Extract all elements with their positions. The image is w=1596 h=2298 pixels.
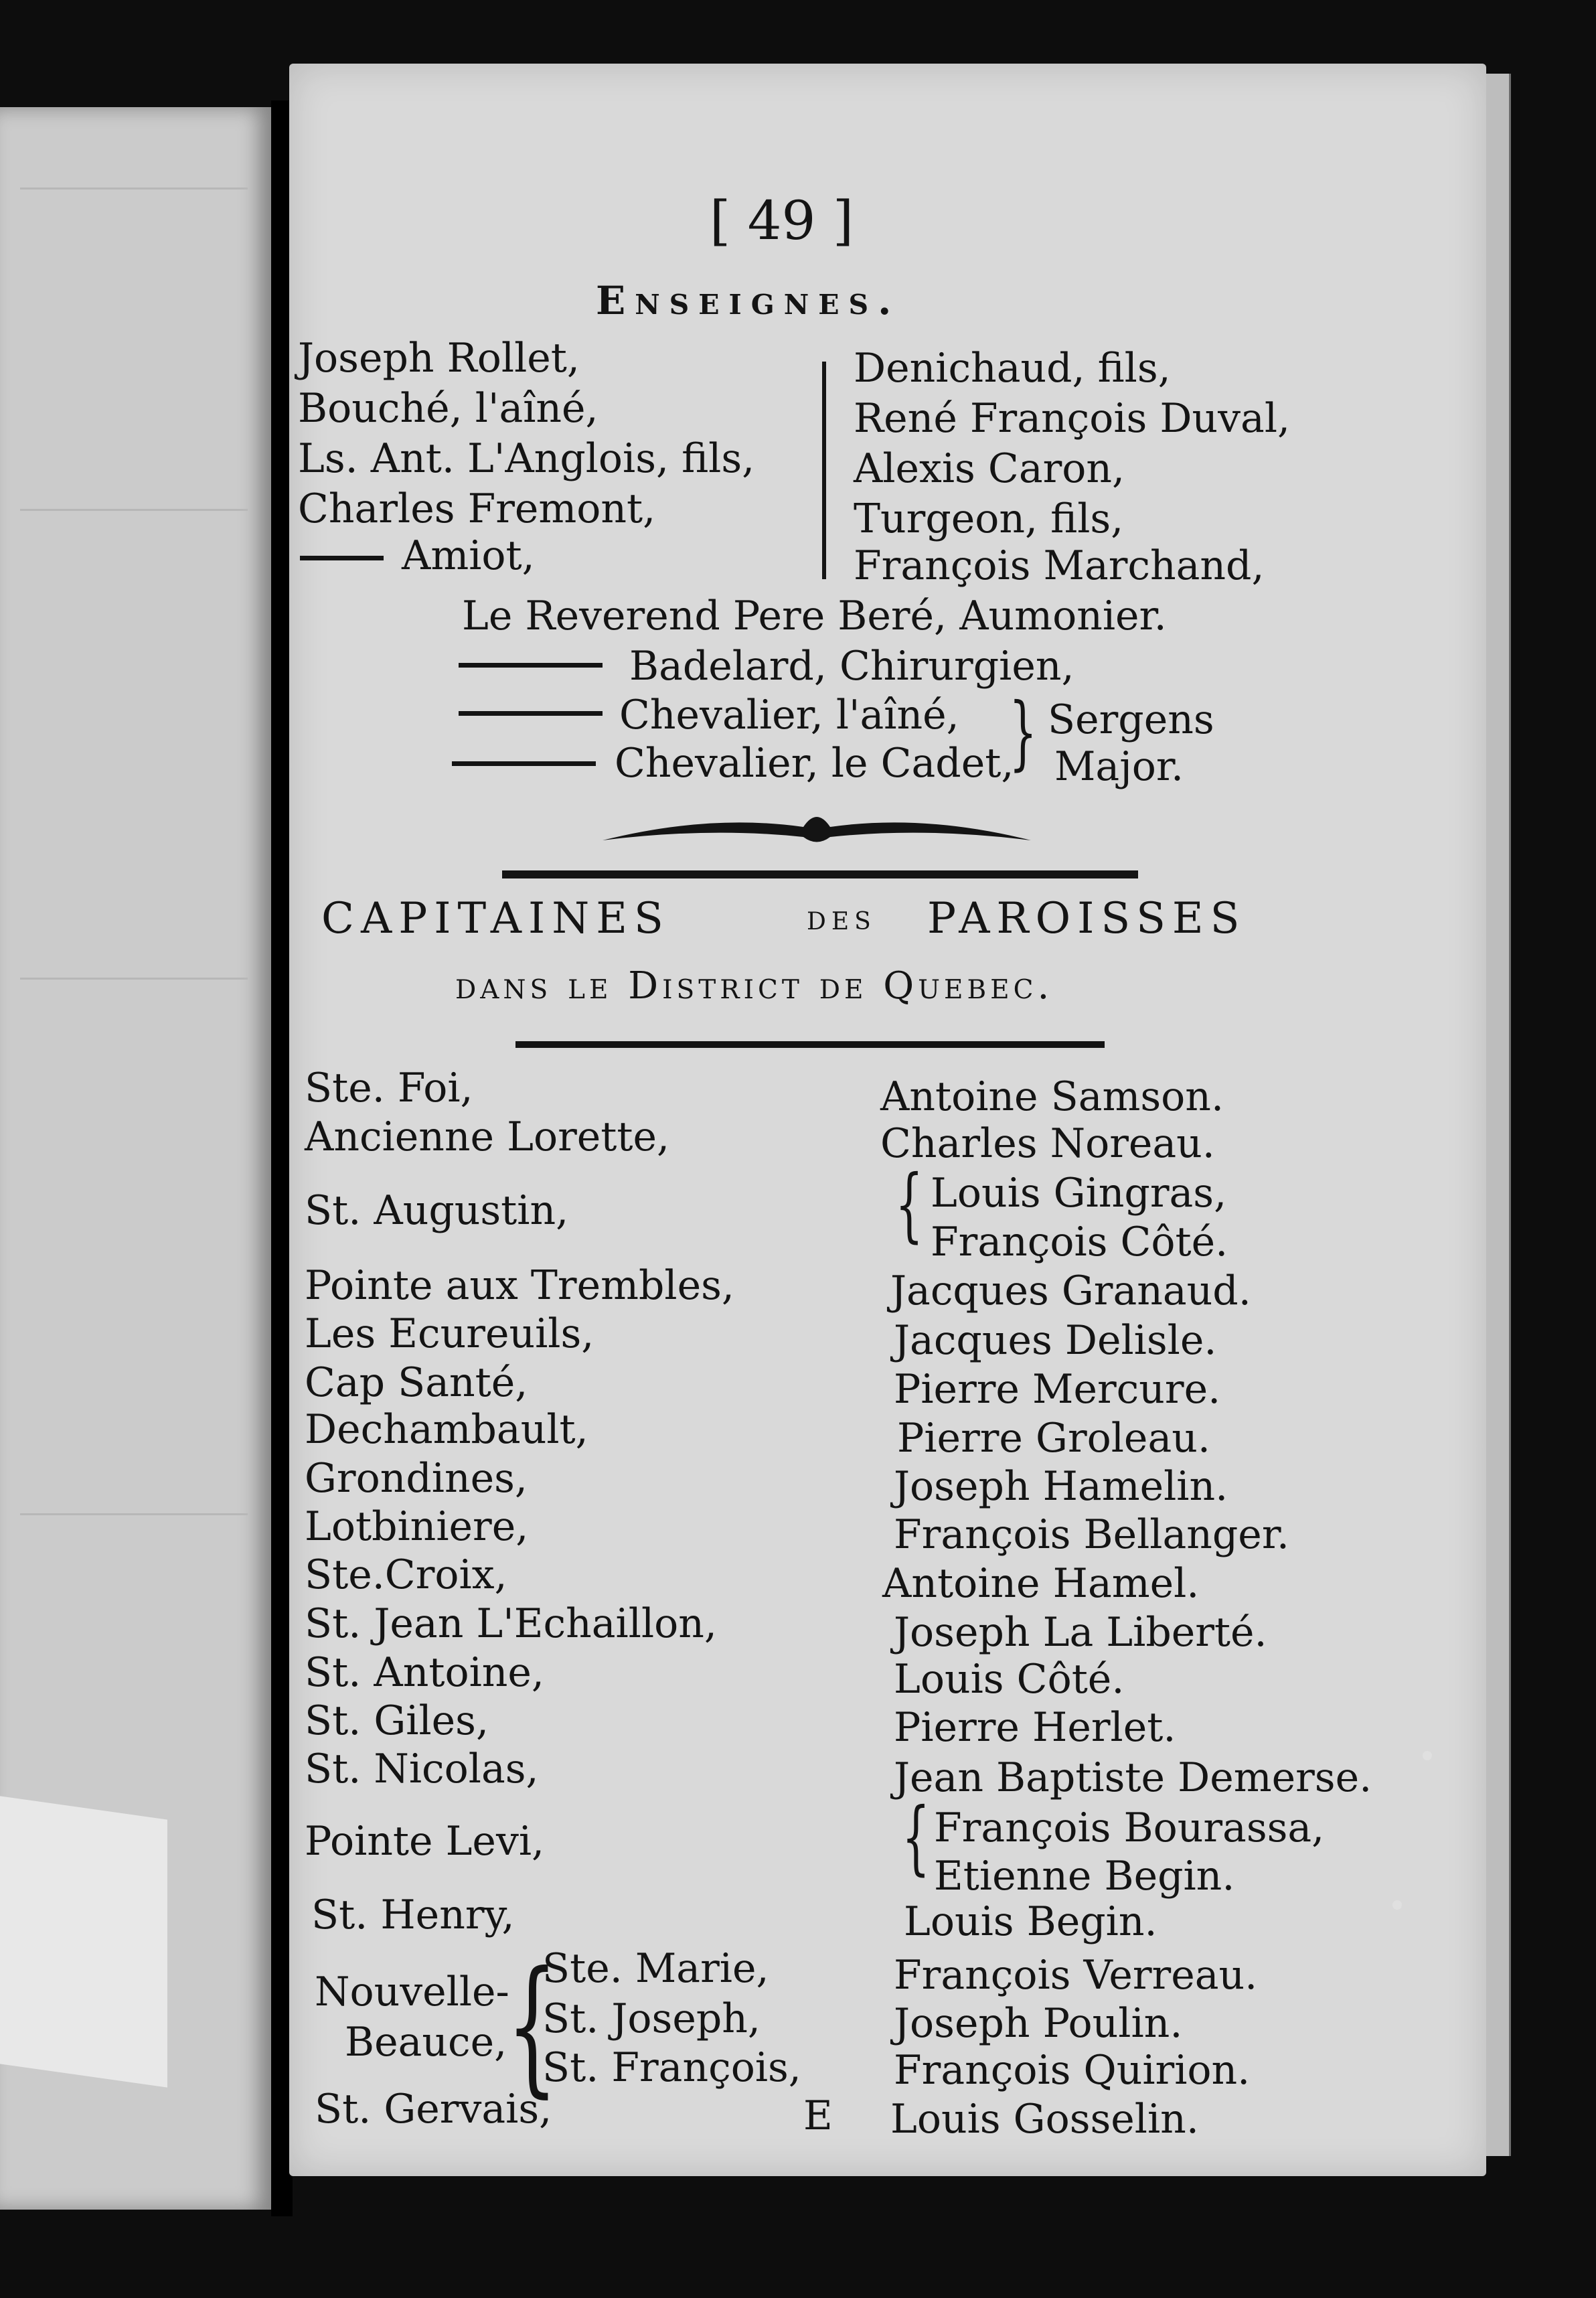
parish-name: St. Jean L'Echaillon,: [305, 1600, 717, 1647]
captain-name: François Quirion.: [894, 2047, 1251, 2094]
captain-name: Antoine Hamel.: [882, 1560, 1200, 1607]
parish-name: Dechambault,: [305, 1406, 588, 1453]
parish-name: St. Henry,: [311, 1892, 515, 1938]
brace: }: [1009, 686, 1038, 779]
enseigne-right-4: Turgeon, fils,: [854, 495, 1124, 542]
captain-name: Pierre Mercure.: [894, 1366, 1221, 1413]
captain-name: Pierre Herlet.: [894, 1704, 1176, 1751]
beauce-label-1: Nouvelle-: [315, 1969, 509, 2015]
captain-name: Antoine Samson.: [880, 1073, 1224, 1120]
enseigne-left-3: Ls. Ant. L'Anglois, fils,: [298, 435, 755, 482]
title-underline: [515, 1041, 1105, 1048]
enseigne-right-2: René François Duval,: [854, 395, 1291, 442]
brace: {: [506, 1940, 558, 2111]
major-label: Major.: [1054, 743, 1184, 790]
captain-name: Jean Baptiste Demerse.: [894, 1754, 1372, 1801]
district-subtitle: dans le District de Quebec.: [455, 964, 1054, 1008]
speck: [1392, 1900, 1402, 1910]
parish-name: St. Augustin,: [305, 1187, 569, 1234]
parish-name: Ste. Foi,: [305, 1065, 473, 1112]
captain-name: Joseph Poulin.: [894, 2000, 1183, 2047]
parish-name: Ste.Croix,: [305, 1551, 507, 1598]
captain-name: François Bellanger.: [894, 1511, 1289, 1558]
captain-name: Joseph Hamelin.: [894, 1463, 1228, 1510]
captain-name: Jacques Delisle.: [894, 1317, 1217, 1364]
parish-name: Pointe Levi,: [305, 1818, 545, 1865]
chirurgien-line: Badelard, Chirurgien,: [629, 643, 1074, 690]
page-number: [ 49 ]: [710, 189, 854, 252]
parish-name: Les Ecureuils,: [305, 1310, 594, 1357]
enseigne-left-5: Amiot,: [402, 532, 535, 579]
paroisses-title: PAROISSES: [927, 894, 1247, 943]
parish-name: St. Antoine,: [305, 1649, 544, 1696]
enseigne-left-1: Joseph Rollet,: [298, 335, 580, 382]
parish-name: St. Giles,: [305, 1697, 489, 1744]
captain-name: Louis Begin.: [904, 1898, 1158, 1945]
beauce-sub-parish: Ste. Marie,: [542, 1945, 769, 1992]
enseigne-right-5: François Marchand,: [854, 542, 1265, 589]
captain-name: François Verreau.: [894, 1952, 1258, 1999]
beauce-label-2: Beauce,: [345, 2019, 507, 2066]
ornament-divider: [495, 800, 1138, 887]
parish-name: St. Gervais,: [315, 2086, 552, 2133]
left-page-blank-corner: [0, 1796, 167, 2087]
parish-name: Pointe aux Trembles,: [305, 1262, 734, 1309]
sergent-line-1: Chevalier, l'aîné,: [619, 692, 959, 739]
captain-name: Etienne Begin.: [934, 1853, 1235, 1900]
beauce-sub-parish: St. François,: [542, 2044, 801, 2091]
speck: [1423, 1751, 1432, 1760]
dash-rule: [300, 556, 384, 560]
des-word: des: [807, 898, 876, 938]
parish-name: Lotbiniere,: [305, 1503, 529, 1550]
parish-name: Ancienne Lorette,: [305, 1114, 670, 1160]
dash-rule: [459, 663, 603, 668]
captain-name: Jacques Granaud.: [890, 1268, 1251, 1314]
capitaines-title: CAPITAINES: [321, 894, 670, 943]
captain-name: Joseph La Liberté.: [894, 1609, 1267, 1656]
enseigne-right-3: Alexis Caron,: [854, 445, 1125, 492]
captain-name: Louis Gingras,: [931, 1170, 1227, 1217]
captain-name: Pierre Groleau.: [897, 1415, 1210, 1462]
captain-name: François Bourassa,: [934, 1805, 1325, 1851]
dash-rule: [452, 761, 596, 766]
enseigne-left-2: Bouché, l'aîné,: [298, 385, 598, 432]
captain-name: Charles Noreau.: [880, 1120, 1215, 1167]
captain-name: François Côté.: [931, 1219, 1228, 1266]
enseigne-left-4: Charles Fremont,: [298, 485, 656, 532]
captain-name: Louis Gosselin.: [890, 2096, 1199, 2143]
enseigne-right-1: Denichaud, fils,: [854, 345, 1171, 392]
dash-rule: [459, 711, 603, 716]
brace: {: [902, 1791, 931, 1884]
sergens-label: Sergens: [1048, 696, 1214, 743]
sergent-line-2: Chevalier, le Cadet,: [615, 740, 1014, 787]
signature-mark: E: [803, 2092, 833, 2139]
brace: {: [895, 1158, 924, 1251]
parish-name: Grondines,: [305, 1455, 528, 1502]
captain-name: Louis Côté.: [894, 1656, 1125, 1703]
beauce-sub-parish: St. Joseph,: [542, 1995, 761, 2042]
parish-name: St. Nicolas,: [305, 1746, 539, 1792]
parish-name: Cap Santé,: [305, 1359, 528, 1406]
column-divider: [822, 362, 826, 579]
aumonier-line: Le Reverend Pere Beré, Aumonier.: [462, 593, 1167, 639]
section-title-enseignes: Enseignes.: [596, 278, 901, 323]
